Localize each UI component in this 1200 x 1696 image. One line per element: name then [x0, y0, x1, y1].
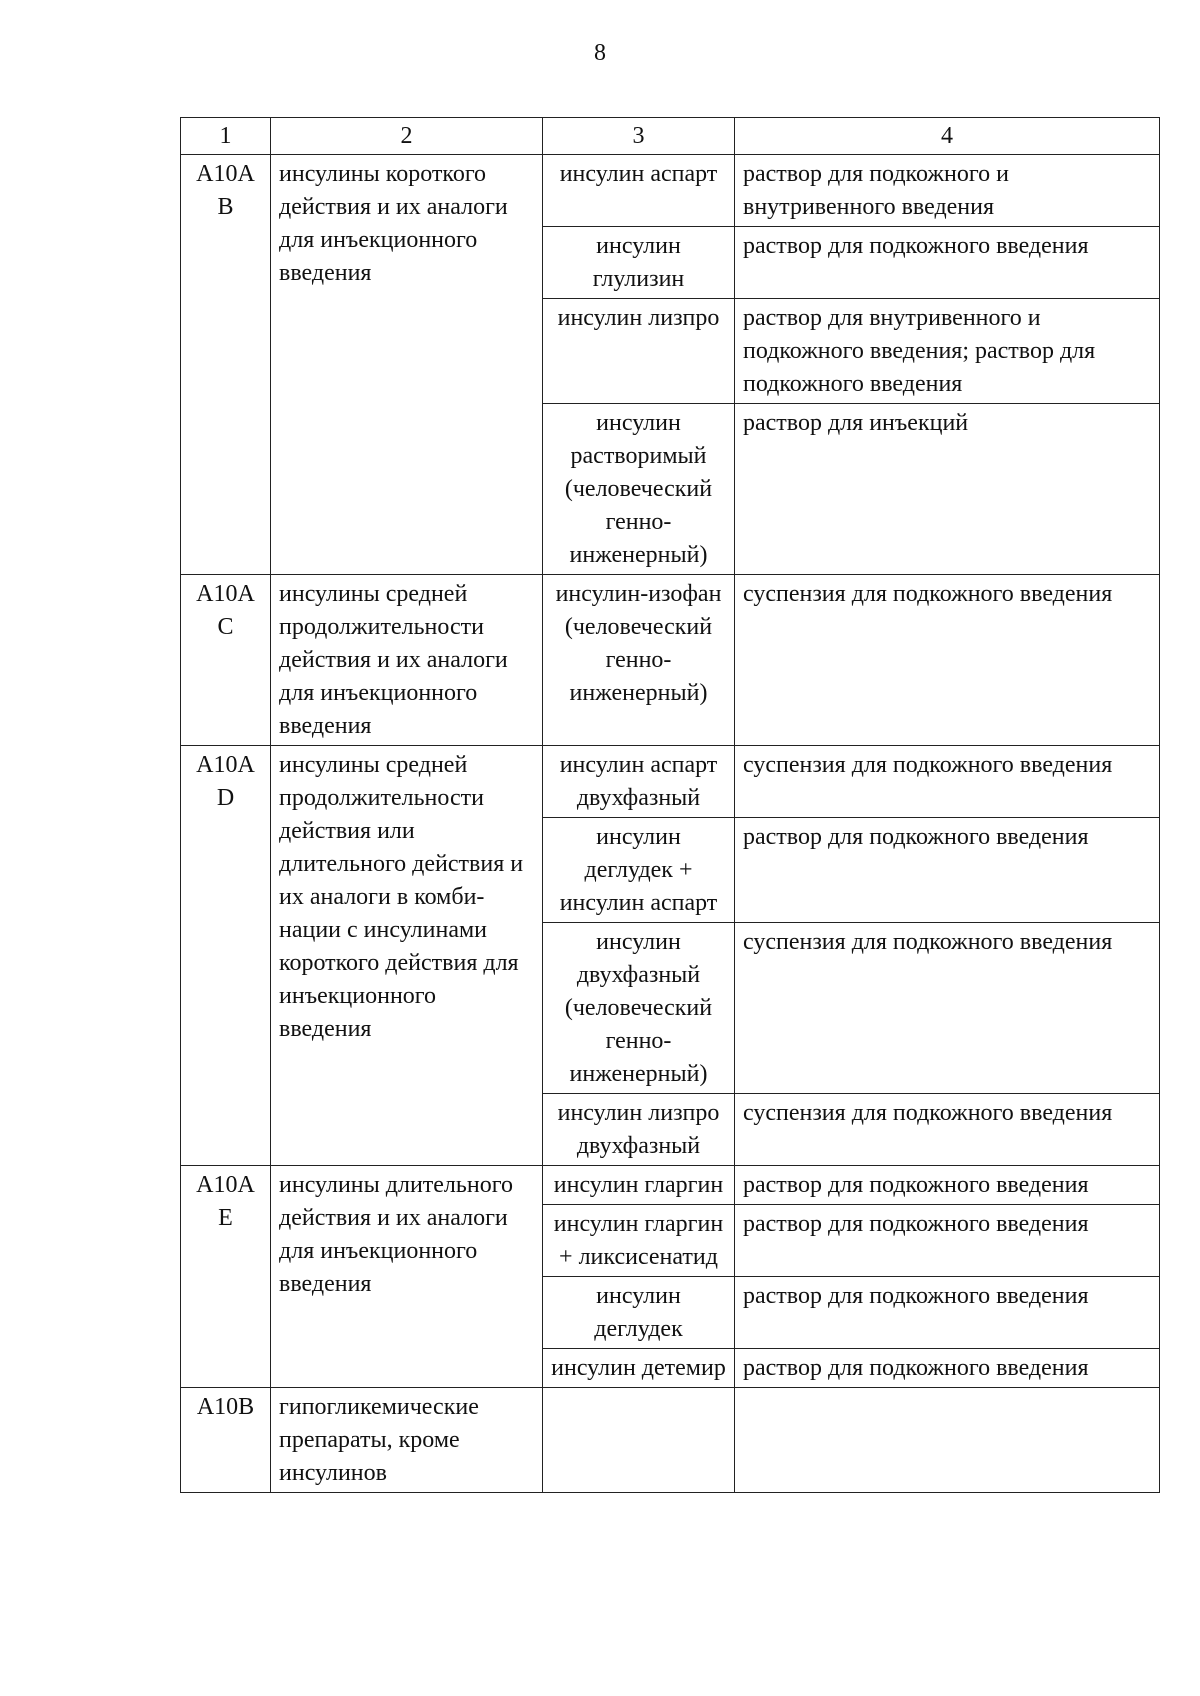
table-row — [181, 1388, 1160, 1493]
drug-name-cell: инсулин аспарт двухфазный — [543, 746, 735, 818]
drug-name-cell: инсулин лизпро двухфазный — [543, 1094, 735, 1166]
dosage-form-cell: раствор для подкожного и внутривенного введения — [735, 155, 1160, 227]
drug-name-cell: инсулин-изофан (человеческий генно-инженерный) — [543, 575, 735, 746]
drug-name-cell: инсулин деглудек + инсулин аспарт — [543, 818, 735, 923]
table-row — [181, 746, 1160, 818]
dosage-form-cell: раствор для подкожного введения — [735, 1166, 1160, 1205]
drug-name-cell: инсулин двухфазный (человеческий генно-инженерный) — [543, 923, 735, 1094]
atc-code-cell: A10AD — [181, 746, 271, 1166]
dosage-form-cell: раствор для подкожного введения — [735, 818, 1160, 923]
drug-name-cell: инсулин деглудек — [543, 1277, 735, 1349]
group-name-cell: инсулины длительного действия и их аналоги для инъекционного введения — [271, 1166, 543, 1388]
dosage-form-cell: суспензия для подкожного введения — [735, 1094, 1160, 1166]
atc-code-cell: A10AC — [181, 575, 271, 746]
drug-name-cell: инсулин растворимый (человеческий генно-инженерный) — [543, 404, 735, 575]
column-header: 3 — [543, 118, 735, 155]
dosage-form-cell: раствор для подкожного введения — [735, 227, 1160, 299]
drug-name-cell: инсулин гларгин + ликсисенатид — [543, 1205, 735, 1277]
table-body — [181, 155, 1160, 1493]
drug-name-cell — [543, 1388, 735, 1493]
column-header: 2 — [271, 118, 543, 155]
atc-code-cell: A10AB — [181, 155, 271, 575]
group-name-cell: инсулины короткого действия и их аналоги для инъекционного введения — [271, 155, 543, 575]
page-number: 8 — [594, 40, 606, 66]
dosage-form-cell: раствор для инъекций — [735, 404, 1160, 575]
atc-code-cell: A10B — [181, 1388, 271, 1493]
dosage-form-cell — [735, 1388, 1160, 1493]
drug-name-cell: инсулин детемир — [543, 1349, 735, 1388]
drug-name-cell: инсулин лизпро — [543, 299, 735, 404]
table-header-row — [181, 118, 1160, 155]
dosage-form-cell: раствор для подкожного введения — [735, 1205, 1160, 1277]
dosage-form-cell: суспензия для подкожного введения — [735, 575, 1160, 746]
table-row — [181, 1166, 1160, 1205]
group-name-cell: гипогликемические препараты, кроме инсулинов — [271, 1388, 543, 1493]
drug-name-cell: инсулин глулизин — [543, 227, 735, 299]
drug-table — [180, 117, 1160, 1493]
column-header: 4 — [735, 118, 1160, 155]
group-name-cell: инсулины средней продолжительности действия и их аналоги для инъекционного введения — [271, 575, 543, 746]
dosage-form-cell: раствор для подкожного введения — [735, 1349, 1160, 1388]
dosage-form-cell: раствор для подкожного введения — [735, 1277, 1160, 1349]
atc-code-cell: A10AE — [181, 1166, 271, 1388]
drug-name-cell: инсулин аспарт — [543, 155, 735, 227]
column-header: 1 — [181, 118, 271, 155]
dosage-form-cell: суспензия для подкожного введения — [735, 746, 1160, 818]
table-row — [181, 575, 1160, 746]
drug-name-cell: инсулин гларгин — [543, 1166, 735, 1205]
dosage-form-cell: раствор для внутривенного и подкожного введения; раствор для подкожного введения — [735, 299, 1160, 404]
table-row — [181, 155, 1160, 227]
group-name-cell: инсулины средней продолжительности действия или длительного действия и их аналоги в комби-нации с инсулинами короткого действия для инъекционного введения — [271, 746, 543, 1166]
dosage-form-cell: суспензия для подкожного введения — [735, 923, 1160, 1094]
